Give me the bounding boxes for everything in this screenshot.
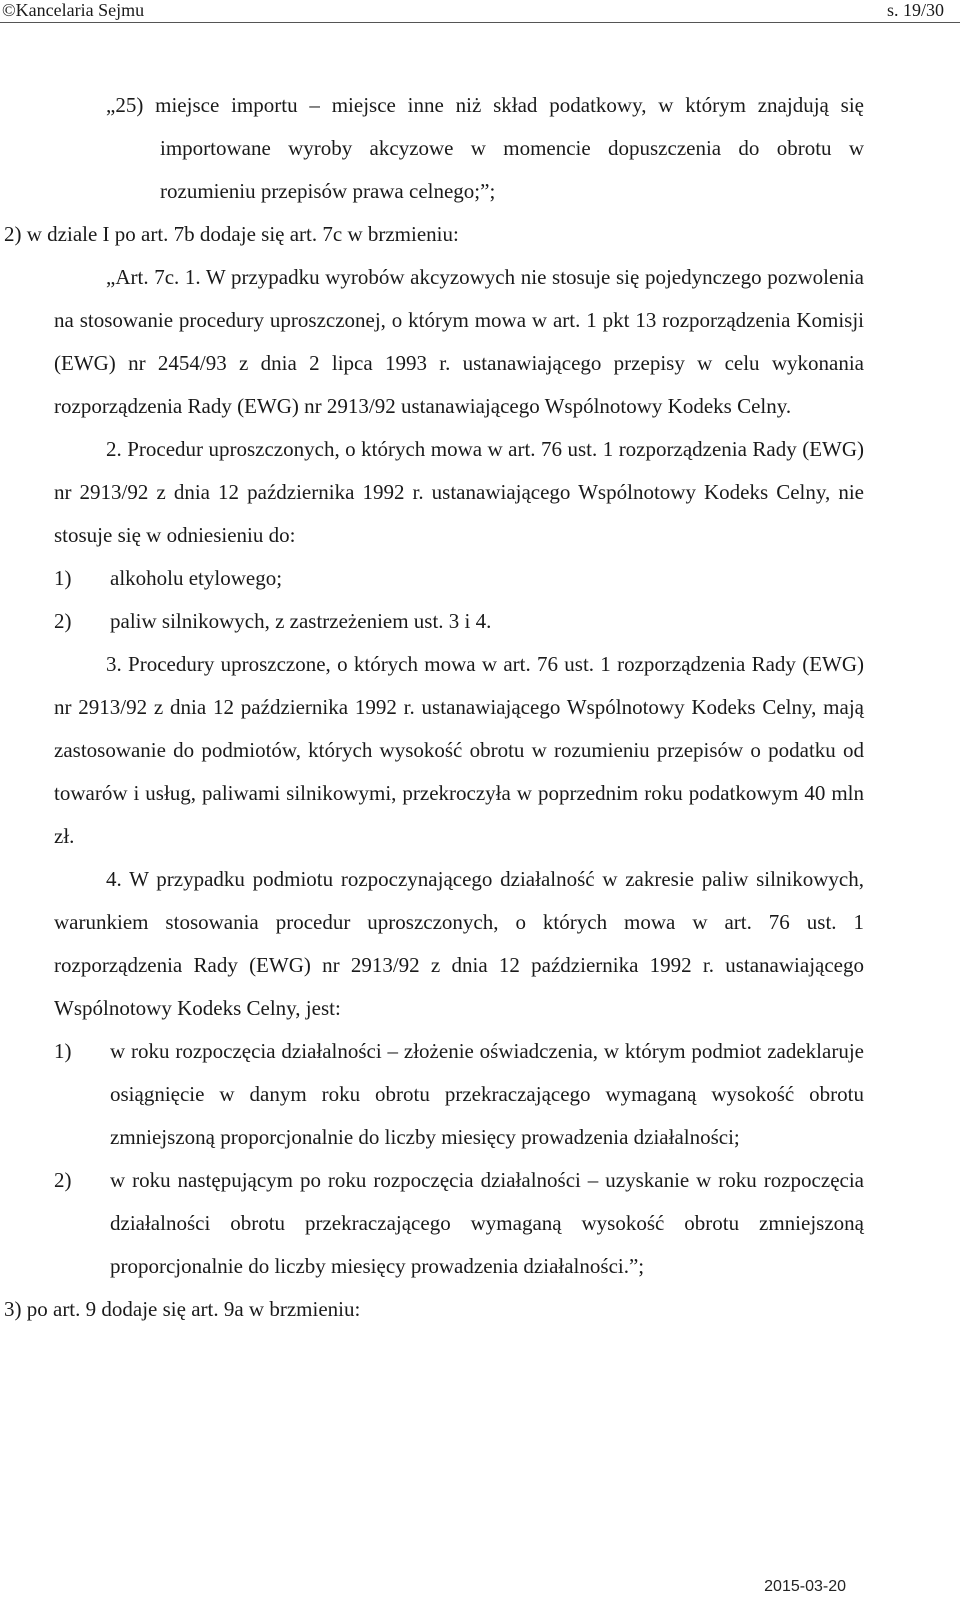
footer-date: 2015-03-20 (764, 1578, 846, 1595)
art-7c-para-2: 2. Procedur uproszczonych, o których mowa w art. 76 ust. 1 rozporządzenia Rady (EWG) nr 2913/92 z dnia 12 października 1992 r. ustanawiającego Wspólnotowy Kodeks Celny, nie stosuje się w odniesieniu do: (54, 437, 864, 547)
quoted-point-25: „25) miejsce importu – miejsce inne niż skład podatkowy, w którym znajdują się importowane wyroby akcyzowe w momencie dopuszczenia do obrotu w rozumieniu przepisów prawa celnego;”; (106, 93, 864, 203)
page-header (0, 0, 960, 24)
amendment-item-2: 2) w dziale I po art. 7b dodaje się art. 7c w brzmieniu: (4, 222, 459, 246)
art-7c-para-3: 3. Procedury uproszczone, o których mowa w art. 76 ust. 1 rozporządzenia Rady (EWG) nr 2913/92 z dnia 12 października 1992 r. ustanawiającego Wspólnotowy Kodeks Celny, mają zastosowanie do podmiotów, których wysokość obrotu w rozumieniu przepisów o podatku od towarów i usług, paliwami silnikowymi, przekroczyła w poprzednim roku podatkowym 40 mln zł. (54, 652, 864, 848)
header-copyright: ©Kancelaria Sejmu (2, 0, 145, 20)
header-page-number: s. 19/30 (886, 0, 944, 20)
art-7c-4-item-2: 2) w roku następującym po roku rozpoczęcia działalności – uzyskanie w roku rozpoczęcia działalności obrotu przekraczającego wymaganą wysokość obrotu zmniejszoną proporcjonalnie do liczby miesięcy prowadzenia działalności.”; (54, 1168, 864, 1278)
document-body (0, 84, 960, 1331)
art-7c-para-1: „Art. 7c. 1. W przypadku wyrobów akcyzowych nie stosuje się pojedynczego pozwolenia na stosowanie procedury uproszczonej, o którym mowa w art. 1 pkt 13 rozporządzenia Komisji (EWG) nr 2454/93 z dnia 2 lipca 1993 r. ustanawiającego przepisy w celu wykonania rozporządzenia Rady (EWG) nr 2913/92 ustanawiającego Wspólnotowy Kodeks Celny. (54, 265, 864, 418)
art-7c-2-item-1: 1) alkoholu etylowego; (54, 566, 283, 590)
amendment-item-3: 3) po art. 9 dodaje się art. 9a w brzmieniu: (4, 1297, 361, 1321)
art-7c-2-item-2: 2) paliw silnikowych, z zastrzeżeniem ust. 3 i 4. (54, 609, 492, 633)
art-7c-para-4: 4. W przypadku podmiotu rozpoczynającego działalność w zakresie paliw silnikowych, warunkiem stosowania procedur uproszczonych, o których mowa w art. 76 ust. 1 rozporządzenia Rady (EWG) nr 2913/92 z dnia 12 października 1992 r. ustanawiającego Wspólnotowy Kodeks Celny, jest: (54, 867, 864, 1020)
art-7c-4-item-1: 1) w roku rozpoczęcia działalności – złożenie oświadczenia, w którym podmiot zadeklaruje osiągnięcie w danym roku obrotu przekraczającego wymaganą wysokość obrotu zmniejszoną proporcjonalnie do liczby miesięcy prowadzenia działalności; (54, 1039, 864, 1149)
header-divider (0, 22, 960, 23)
